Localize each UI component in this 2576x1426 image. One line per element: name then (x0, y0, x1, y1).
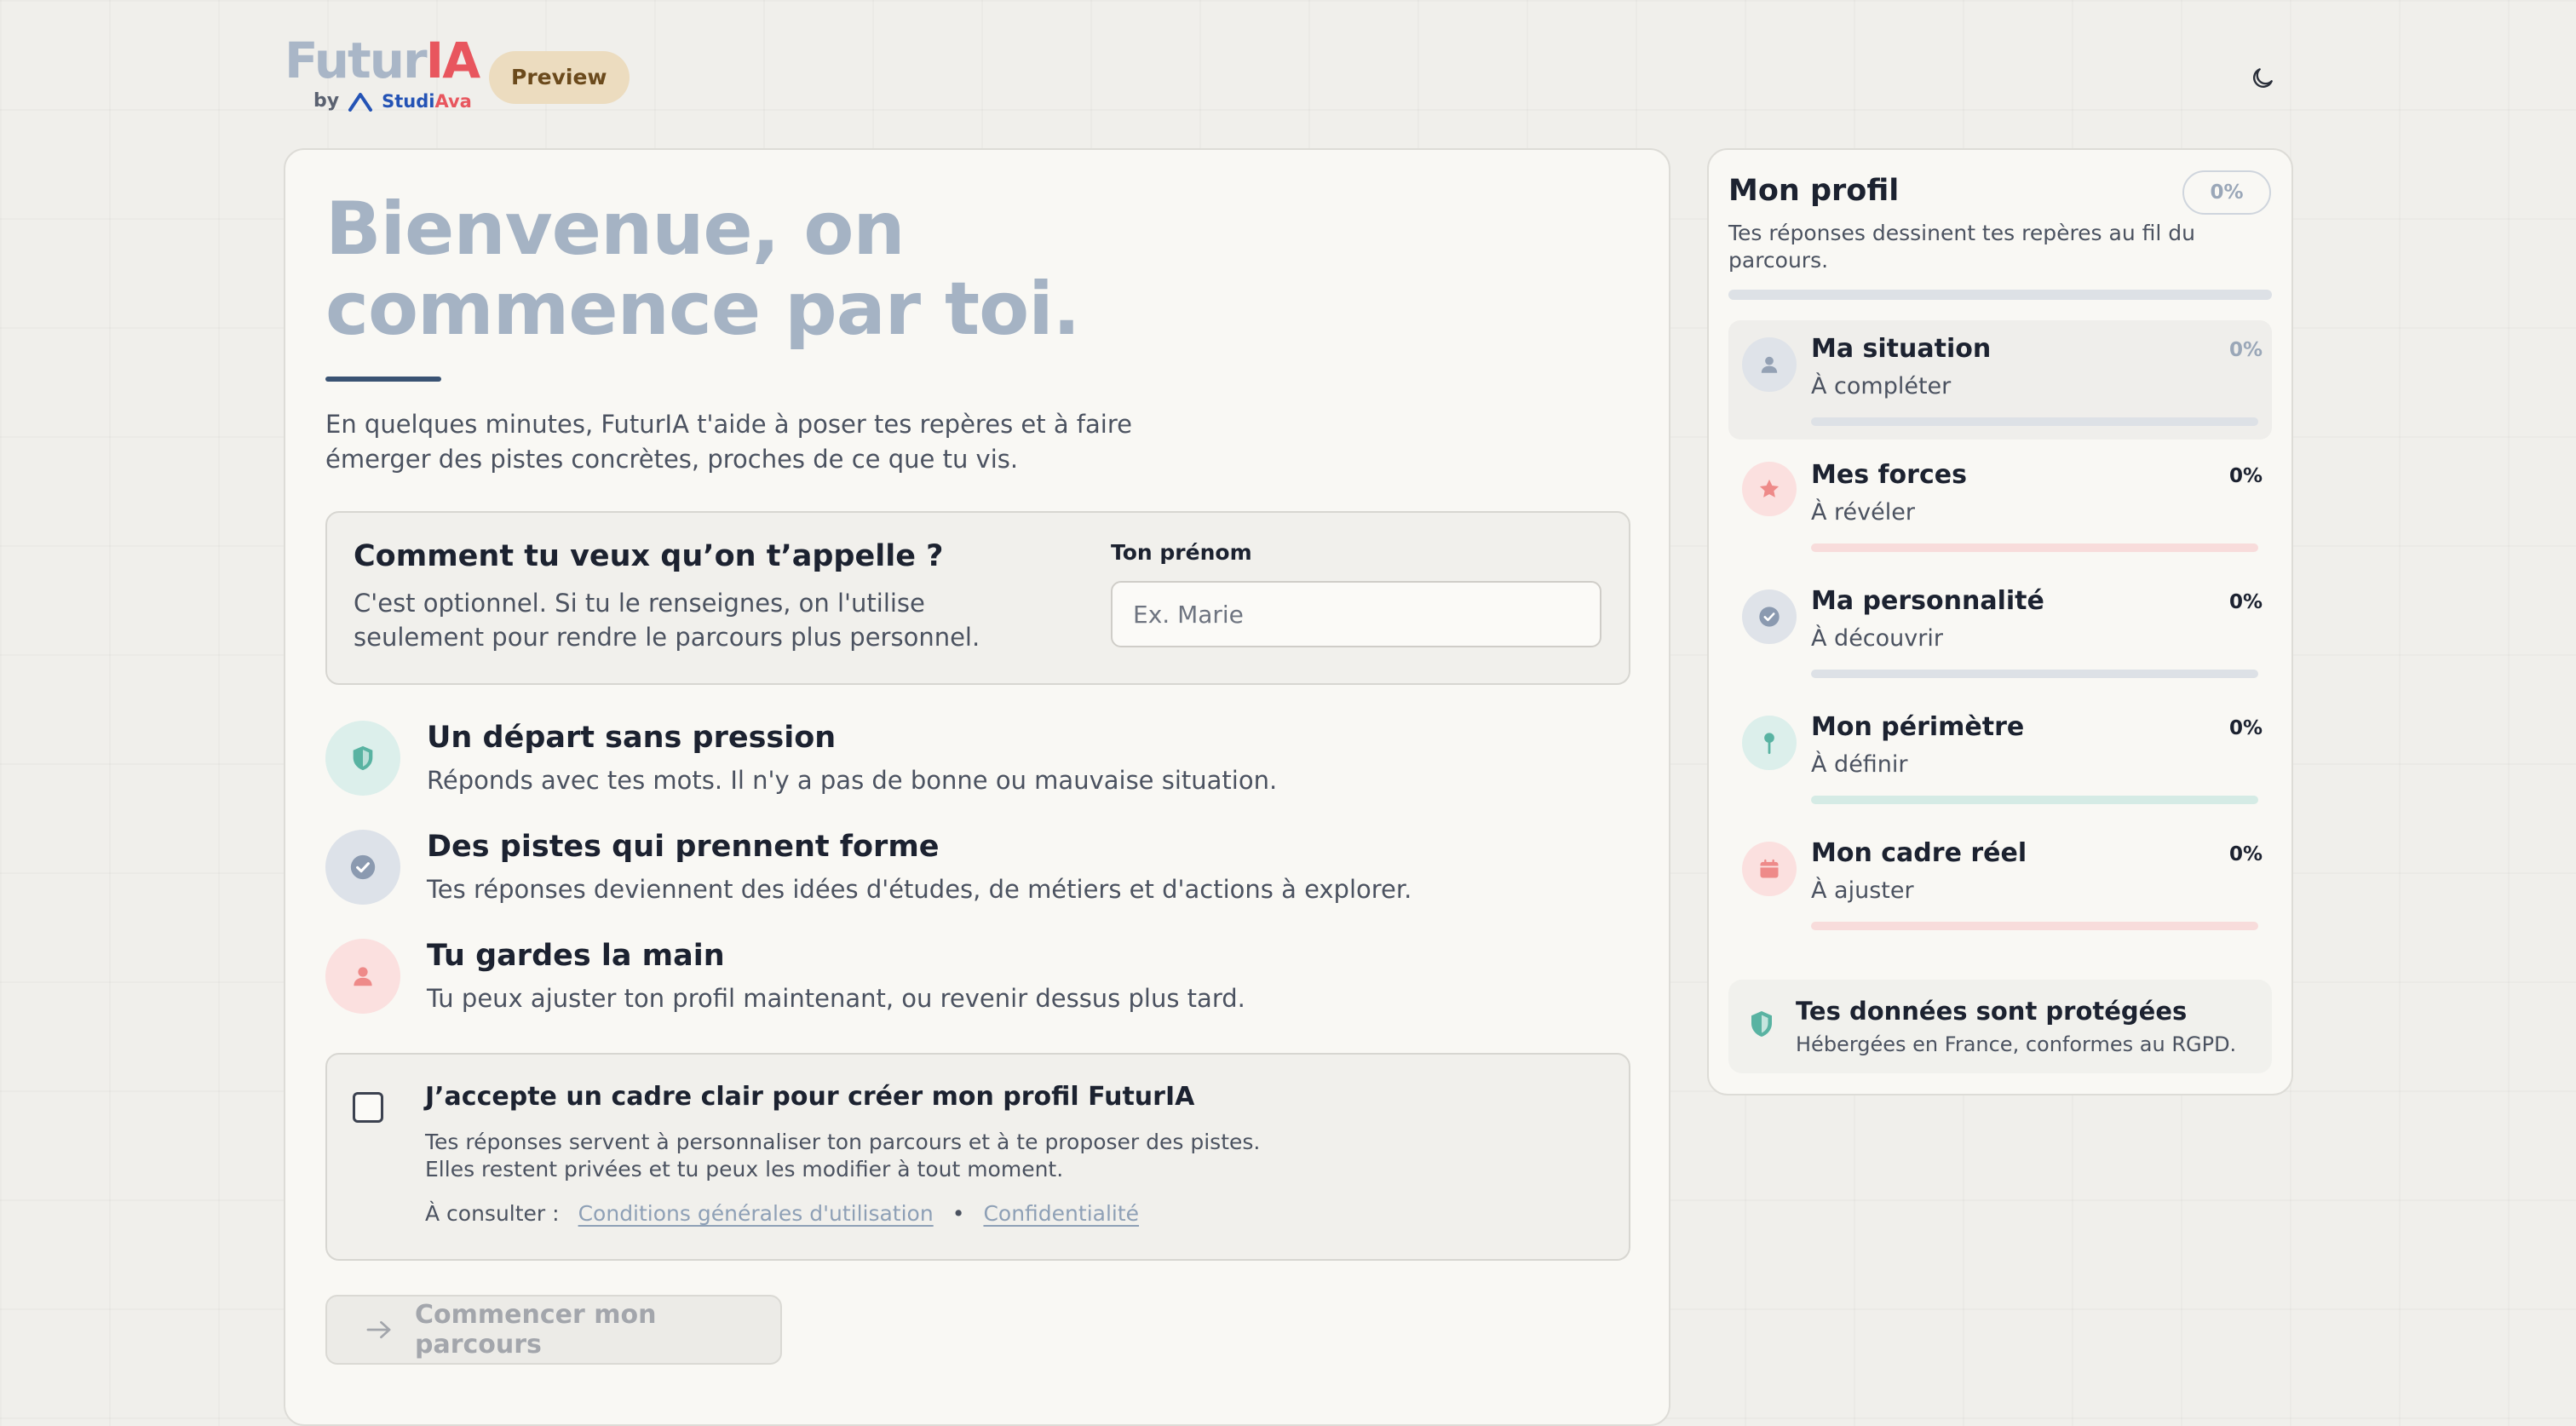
feature-title: Tu gardes la main (427, 939, 725, 973)
step-icon-badge (1742, 589, 1797, 644)
step-status: À ajuster (1811, 877, 1914, 904)
privacy-link[interactable]: Confidentialité (983, 1201, 1140, 1226)
studiava-byline (313, 90, 472, 112)
preview-badge: Preview (489, 51, 630, 104)
step-title[interactable]: Mon cadre réel (1811, 838, 2027, 868)
step-title[interactable]: Ma personnalité (1811, 586, 2044, 616)
studiava-name: StudiAva (382, 90, 472, 112)
consent-text: Elles restent privées et tu peux les modifier à tout moment. (425, 1157, 1064, 1182)
start-journey-button[interactable] (325, 1295, 782, 1365)
step-status: À révéler (1811, 499, 1915, 526)
step-progress-bar (1811, 922, 2258, 930)
arrow-right-icon (366, 1320, 393, 1340)
step-percent: 0% (2229, 339, 2263, 361)
moon-icon (2249, 65, 2276, 92)
title-underline (325, 377, 441, 382)
theme-toggle-button[interactable] (2245, 61, 2280, 95)
profile-title: Mon profil (1728, 174, 1900, 208)
calendar-icon (1757, 857, 1781, 881)
first-name-input[interactable] (1111, 581, 1601, 647)
star-icon (1757, 477, 1781, 501)
feature-title: Des pistes qui prennent forme (427, 830, 940, 864)
security-icon-wrap (1746, 1009, 1777, 1043)
feature-title: Un départ sans pression (427, 721, 837, 755)
feature-icon-badge (325, 939, 400, 1014)
name-section-title: Comment tu veux qu’on t’appelle ? (354, 539, 944, 573)
feature-description: Tu peux ajuster ton profil maintenant, ou revenir dessus plus tard. (427, 984, 1245, 1013)
step-percent: 0% (2229, 591, 2263, 613)
intro-text: En quelques minutes, FuturIA t'aide à poser tes repères et à faire émerger des pistes concrètes, proches de ce que tu vis. (325, 410, 1132, 474)
consent-checkbox[interactable] (353, 1092, 383, 1123)
studiava-logo-icon (348, 91, 373, 112)
step-progress-bar (1811, 796, 2258, 804)
security-title: Tes données sont protégées (1796, 997, 2188, 1026)
step-icon-badge (1742, 716, 1797, 770)
shield-icon (348, 744, 377, 773)
pin-icon (1757, 731, 1781, 755)
name-section-description: C'est optionnel. Si tu le renseignes, on l'utilise seulement pour rendre le parcours plus personnel. (354, 589, 980, 652)
terms-link[interactable]: Conditions générales d'utilisation (578, 1201, 934, 1226)
consent-text: Tes réponses servent à personnaliser ton parcours et à te proposer des pistes. (425, 1130, 1261, 1154)
step-icon-badge (1742, 337, 1797, 392)
check-circle-icon (348, 853, 377, 882)
shield-icon (1746, 1009, 1777, 1039)
step-percent: 0% (2229, 717, 2263, 739)
profile-description: Tes réponses dessinent tes repères au fil du parcours. (1728, 221, 2195, 273)
check-circle-icon (1757, 605, 1781, 629)
step-percent: 0% (2229, 843, 2263, 865)
start-journey-label: Commencer mon parcours (415, 1300, 657, 1360)
step-status: À définir (1811, 751, 1908, 778)
step-progress-bar (1811, 543, 2258, 552)
step-percent: 0% (2229, 465, 2263, 487)
step-progress-bar (1811, 670, 2258, 678)
user-icon (350, 963, 376, 989)
data-protection-notice (1728, 980, 2272, 1073)
user-icon (1758, 354, 1780, 376)
profile-percent-badge: 0% (2182, 170, 2271, 215)
consult-label: À consulter : (425, 1201, 560, 1226)
feature-description: Tes réponses deviennent des idées d'études, de métiers et d'actions à explorer. (427, 875, 1412, 904)
feature-icon-badge (325, 721, 400, 796)
by-label: by (313, 90, 340, 112)
profile-progress-bar (1728, 290, 2272, 300)
feature-description: Réponds avec tes mots. Il n'y a pas de bonne ou mauvaise situation. (427, 766, 1278, 795)
step-title[interactable]: Mes forces (1811, 460, 1967, 490)
step-icon-badge (1742, 462, 1797, 516)
step-progress-bar (1811, 417, 2258, 426)
feature-icon-badge (325, 830, 400, 905)
step-title[interactable]: Ma situation (1811, 334, 1992, 364)
first-name-label: Ton prénom (1111, 540, 1252, 565)
consent-title: J’accepte un cadre clair pour créer mon profil FuturIA (425, 1082, 1195, 1112)
step-icon-badge (1742, 842, 1797, 896)
step-status: À découvrir (1811, 625, 1943, 652)
futuria-logo[interactable]: FuturIA (285, 32, 480, 89)
step-status: À compléter (1811, 373, 1952, 400)
consent-links (425, 1201, 1139, 1226)
security-description: Hébergées en France, conformes au RGPD. (1796, 1032, 2237, 1056)
page-title: Bienvenue, on commence par toi. (325, 187, 1080, 352)
link-separator: • (952, 1201, 965, 1226)
step-title[interactable]: Mon périmètre (1811, 712, 2025, 742)
